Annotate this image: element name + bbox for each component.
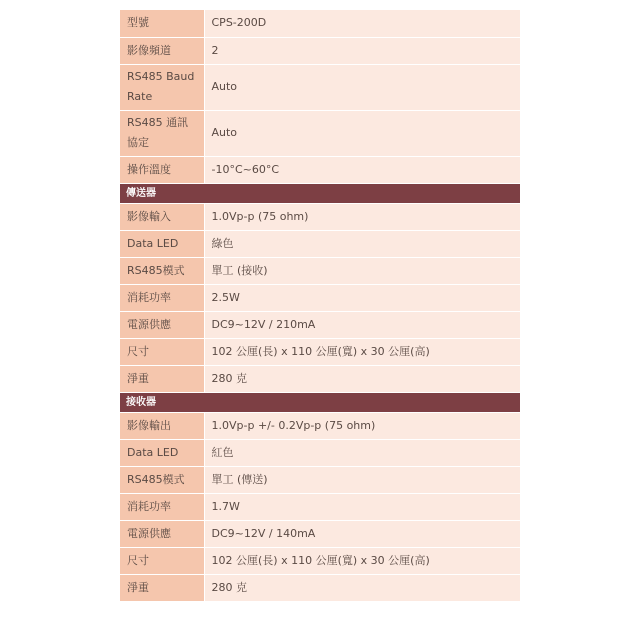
spec-value: DC9~12V / 210mA: [204, 311, 520, 338]
spec-value: CPS-200D: [204, 10, 520, 37]
spec-row: [120, 230, 520, 257]
spec-row: [120, 10, 520, 37]
spec-row: [120, 37, 520, 64]
spec-value: 2.5W: [204, 284, 520, 311]
spec-row: [120, 338, 520, 365]
spec-value: DC9~12V / 140mA: [204, 520, 520, 547]
spec-row: [120, 257, 520, 284]
spec-label: RS485 Baud Rate: [120, 64, 204, 110]
spec-value: 102 公厘(長) x 110 公厘(寬) x 30 公厘(高): [204, 547, 520, 574]
spec-row: [120, 574, 520, 601]
spec-label: 影像輸入: [120, 203, 204, 230]
section-header-receiver: [120, 392, 520, 412]
spec-value: 280 克: [204, 365, 520, 392]
spec-label: 尺寸: [120, 547, 204, 574]
spec-row: [120, 156, 520, 183]
spec-label: RS485模式: [120, 466, 204, 493]
spec-row: [120, 284, 520, 311]
spec-row: [120, 203, 520, 230]
section-header-transmitter: [120, 183, 520, 203]
spec-label: Data LED: [120, 439, 204, 466]
spec-value: 單工 (接收): [204, 257, 520, 284]
spec-label: 消耗功率: [120, 284, 204, 311]
spec-label: 電源供應: [120, 311, 204, 338]
spec-label: 操作溫度: [120, 156, 204, 183]
spec-table: [120, 10, 520, 602]
spec-label: RS485 通訊協定: [120, 110, 204, 156]
spec-row: [120, 439, 520, 466]
spec-value: 102 公厘(長) x 110 公厘(寬) x 30 公厘(高): [204, 338, 520, 365]
spec-value: 1.7W: [204, 493, 520, 520]
spec-row: [120, 520, 520, 547]
spec-label: 電源供應: [120, 520, 204, 547]
spec-label: RS485模式: [120, 257, 204, 284]
spec-value: -10°C~60°C: [204, 156, 520, 183]
spec-row: [120, 547, 520, 574]
spec-row: [120, 493, 520, 520]
spec-value: 單工 (傳送): [204, 466, 520, 493]
spec-value: 2: [204, 37, 520, 64]
spec-value: 1.0Vp-p +/- 0.2Vp-p (75 ohm): [204, 412, 520, 439]
spec-label: 消耗功率: [120, 493, 204, 520]
spec-row: [120, 64, 520, 110]
spec-row: [120, 412, 520, 439]
spec-label: Data LED: [120, 230, 204, 257]
spec-label: 影像頻道: [120, 37, 204, 64]
spec-label: 尺寸: [120, 338, 204, 365]
spec-value: 1.0Vp-p (75 ohm): [204, 203, 520, 230]
spec-row: [120, 110, 520, 156]
section-title: 傳送器: [120, 183, 520, 203]
spec-row: [120, 466, 520, 493]
spec-row: [120, 365, 520, 392]
spec-label: 淨重: [120, 574, 204, 601]
spec-value: 紅色: [204, 439, 520, 466]
spec-label: 影像輸出: [120, 412, 204, 439]
spec-value: 280 克: [204, 574, 520, 601]
spec-label: 淨重: [120, 365, 204, 392]
spec-value: Auto: [204, 110, 520, 156]
spec-label: 型號: [120, 10, 204, 37]
spec-value: 綠色: [204, 230, 520, 257]
section-title: 接收器: [120, 392, 520, 412]
spec-value: Auto: [204, 64, 520, 110]
spec-row: [120, 311, 520, 338]
